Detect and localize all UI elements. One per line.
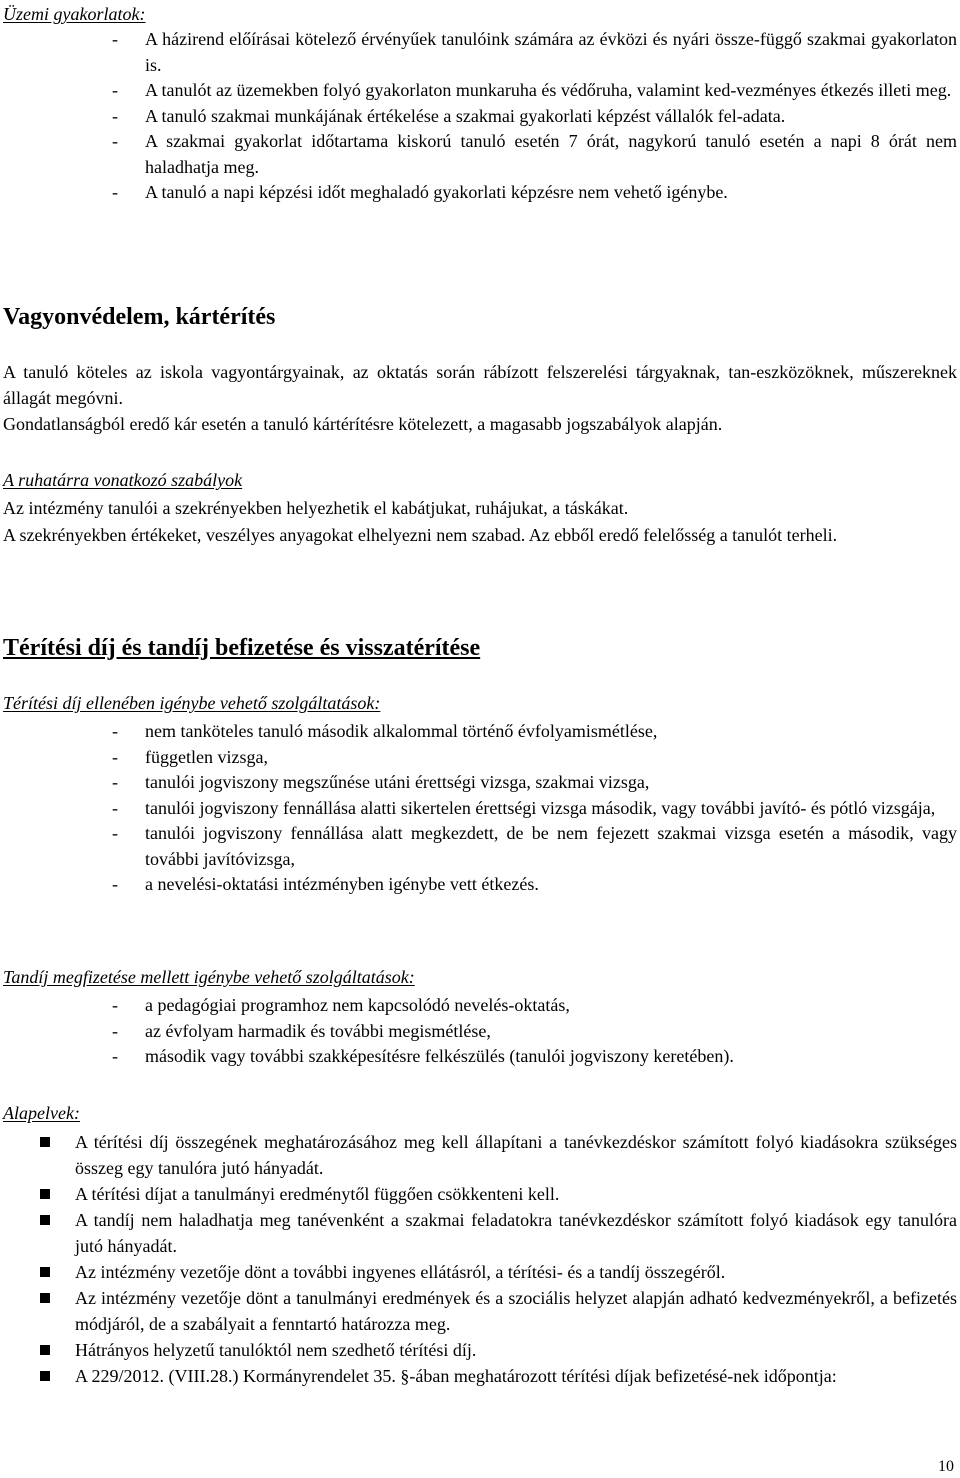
list-item — [0, 821, 957, 872]
list-dash: - — [112, 1020, 118, 1041]
list-dash: - — [112, 131, 118, 151]
square-bullet-icon — [40, 1137, 50, 1147]
square-bullet-icon — [40, 1189, 50, 1199]
list-item — [0, 872, 957, 898]
tandij-list — [0, 993, 957, 1070]
list-item-text: A tanuló a napi képzési időt meghaladó gyakorlati képzésre nem vehető igénybe. — [145, 182, 728, 202]
bullet-item — [0, 1181, 957, 1207]
page-number: 10 — [938, 1458, 954, 1475]
heading-vagyonvedelem: Vagyonvédelem, kártérítés — [3, 304, 276, 330]
list-item — [0, 78, 957, 104]
square-bullet-icon — [40, 1345, 50, 1355]
heading-teritesi-dij: Térítési díj és tandíj befizetése és visszatérítése — [3, 635, 481, 661]
list-dash: - — [112, 29, 118, 49]
subtitle-teritesi-szolgaltatasok: Térítési díj ellenében igénybe vehető szolgáltatások: — [3, 693, 381, 713]
square-bullet-icon — [40, 1215, 50, 1225]
bullet-item-text: A tandíj nem haladhatja meg tanévenként a szakmai feladatokra tanévkezdéskor számított folyó kiadások egy tanulóra jutó hányadát. — [75, 1210, 957, 1256]
list-dash: - — [112, 823, 118, 843]
list-item-text: A szakmai gyakorlat időtartama kiskorú tanuló esetén 7 órát, nagykorú tanuló esetén a napi 8 órát nem haladhatja meg. — [145, 131, 957, 177]
list-item-text: az évfolyam harmadik és további megismétlése, — [145, 1020, 491, 1041]
paragraph-szekrenyek: Az intézmény tanulói a szekrényekben helyezhetik el kabátjukat, ruhájukat, a táskákat. — [3, 498, 629, 518]
alapelvek-list — [0, 1129, 957, 1389]
bullet-item-text: Az intézmény vezetője dönt a tanulmányi eredmények és a szociális helyzet alapján adható kedvezményekről, a befizetés módjáról, de a szabályait a fenntartó határozza meg. — [75, 1288, 957, 1334]
list-item-text: A házirend előírásai kötelező érvényűek tanulóink számára az évközi és nyári össze-függő szakmai gyakorlaton is. — [145, 29, 957, 75]
subtitle-tandij-szolgaltatasok: Tandíj megfizetése mellett igénybe vehető szolgáltatások: — [3, 967, 415, 987]
list-item-text: tanulói jogviszony fennállása alatt megkezdett, de be nem fejezett szakmai vizsga esetén a második, vagy további javítóvizsga, — [145, 823, 957, 869]
square-bullet-icon — [40, 1371, 50, 1381]
list-item-text: A tanulót az üzemekben folyó gyakorlaton munkaruha és védőruha, valamint ked-vezményes étkezés illeti meg. — [145, 80, 952, 100]
bullet-item — [0, 1207, 957, 1259]
list-item-text: tanulói jogviszony megszűnése utáni érettségi vizsga, szakmai vizsga, — [145, 772, 650, 792]
list-dash: - — [112, 995, 118, 1015]
list-item-text: A tanuló szakmai munkájának értékelése a szakmai gyakorlati képzést vállalók fel-adata. — [145, 105, 786, 126]
list-dash: - — [112, 1046, 118, 1066]
square-bullet-icon — [40, 1293, 50, 1303]
list-item — [0, 745, 957, 771]
list-dash: - — [112, 182, 118, 202]
bullet-item-text: Az intézmény vezetője dönt a további ingyenes ellátásról, a térítési- és a tandíj összegéről. — [75, 1262, 726, 1282]
uzemi-list — [0, 27, 957, 206]
bullet-item-text: A térítési díj összegének meghatározásához meg kell állapítani a tanévkezdéskor számított folyó kiadásokra szükséges összeg egy tanulóra jutó hányadát. — [75, 1132, 957, 1178]
list-item-text: a nevelési-oktatási intézményben igénybe vett étkezés. — [145, 874, 539, 894]
teritesi-list — [0, 719, 957, 898]
square-bullet-icon — [40, 1267, 50, 1277]
paragraph-ertekek: A szekrényekben értékeket, veszélyes anyagokat elhelyezni nem szabad. Az ebből eredő felelősség a tanulót terheli. — [3, 525, 838, 545]
list-item — [0, 1044, 957, 1070]
bullet-item — [0, 1129, 957, 1181]
paragraph-vagyontargyak: A tanuló köteles az iskola vagyontárgyainak, az oktatás során rábízott felszerelési tárgyaknak, tan-eszközöknek, műszereknek állagát megóvni. — [3, 362, 957, 408]
bullet-item — [0, 1337, 957, 1363]
list-item — [0, 129, 957, 180]
bullet-item-text: A térítési díjat a tanulmányi eredménytől függően csökkenteni kell. — [75, 1184, 560, 1204]
bullet-item-text: A 229/2012. (VIII.28.) Kormányrendelet 35. §-ában meghatározott térítési díjak befizetésé-nek időpontja: — [75, 1366, 837, 1386]
bullet-item — [0, 1363, 957, 1389]
subtitle-ruhatar: A ruhatárra vonatkozó szabályok — [3, 470, 243, 490]
list-item-text: a pedagógiai programhoz nem kapcsolódó nevelés-oktatás, — [145, 995, 570, 1015]
list-item — [0, 180, 957, 206]
list-dash: - — [112, 772, 118, 792]
bullet-item-text: Hátrányos helyzetű tanulóktól nem szedhető térítési díj. — [75, 1340, 477, 1360]
bullet-item — [0, 1285, 957, 1337]
list-dash: - — [112, 874, 118, 894]
bullet-item — [0, 1259, 957, 1285]
list-dash: - — [112, 80, 118, 100]
list-dash: - — [112, 746, 118, 767]
list-dash: - — [112, 797, 118, 818]
list-item — [0, 1019, 957, 1045]
list-item-text: független vizsga, — [145, 746, 268, 767]
list-item — [0, 104, 957, 130]
list-item-text: második vagy további szakképesítésre felkészülés (tanulói jogviszony keretében). — [145, 1046, 734, 1066]
list-item-text: tanulói jogviszony fennállása alatti sikertelen érettségi vizsga második, vagy további javító- és pótló vizsgája, — [145, 797, 936, 818]
list-item — [0, 993, 957, 1019]
section-title-uzemi-gyakorlatok: Üzemi gyakorlatok: — [3, 4, 146, 24]
list-dash: - — [112, 105, 118, 126]
list-item — [0, 770, 957, 796]
paragraph-kartérites: Gondatlanságból eredő kár esetén a tanuló kártérítésre kötelezett, a magasabb jogszabályok alapján. — [3, 414, 723, 434]
list-item — [0, 796, 957, 822]
list-dash: - — [112, 721, 118, 741]
subtitle-alapelvek: Alapelvek: — [3, 1103, 80, 1123]
list-item — [0, 27, 957, 78]
list-item — [0, 719, 957, 745]
list-item-text: nem tanköteles tanuló második alkalommal történő évfolyamismétlése, — [145, 721, 658, 741]
